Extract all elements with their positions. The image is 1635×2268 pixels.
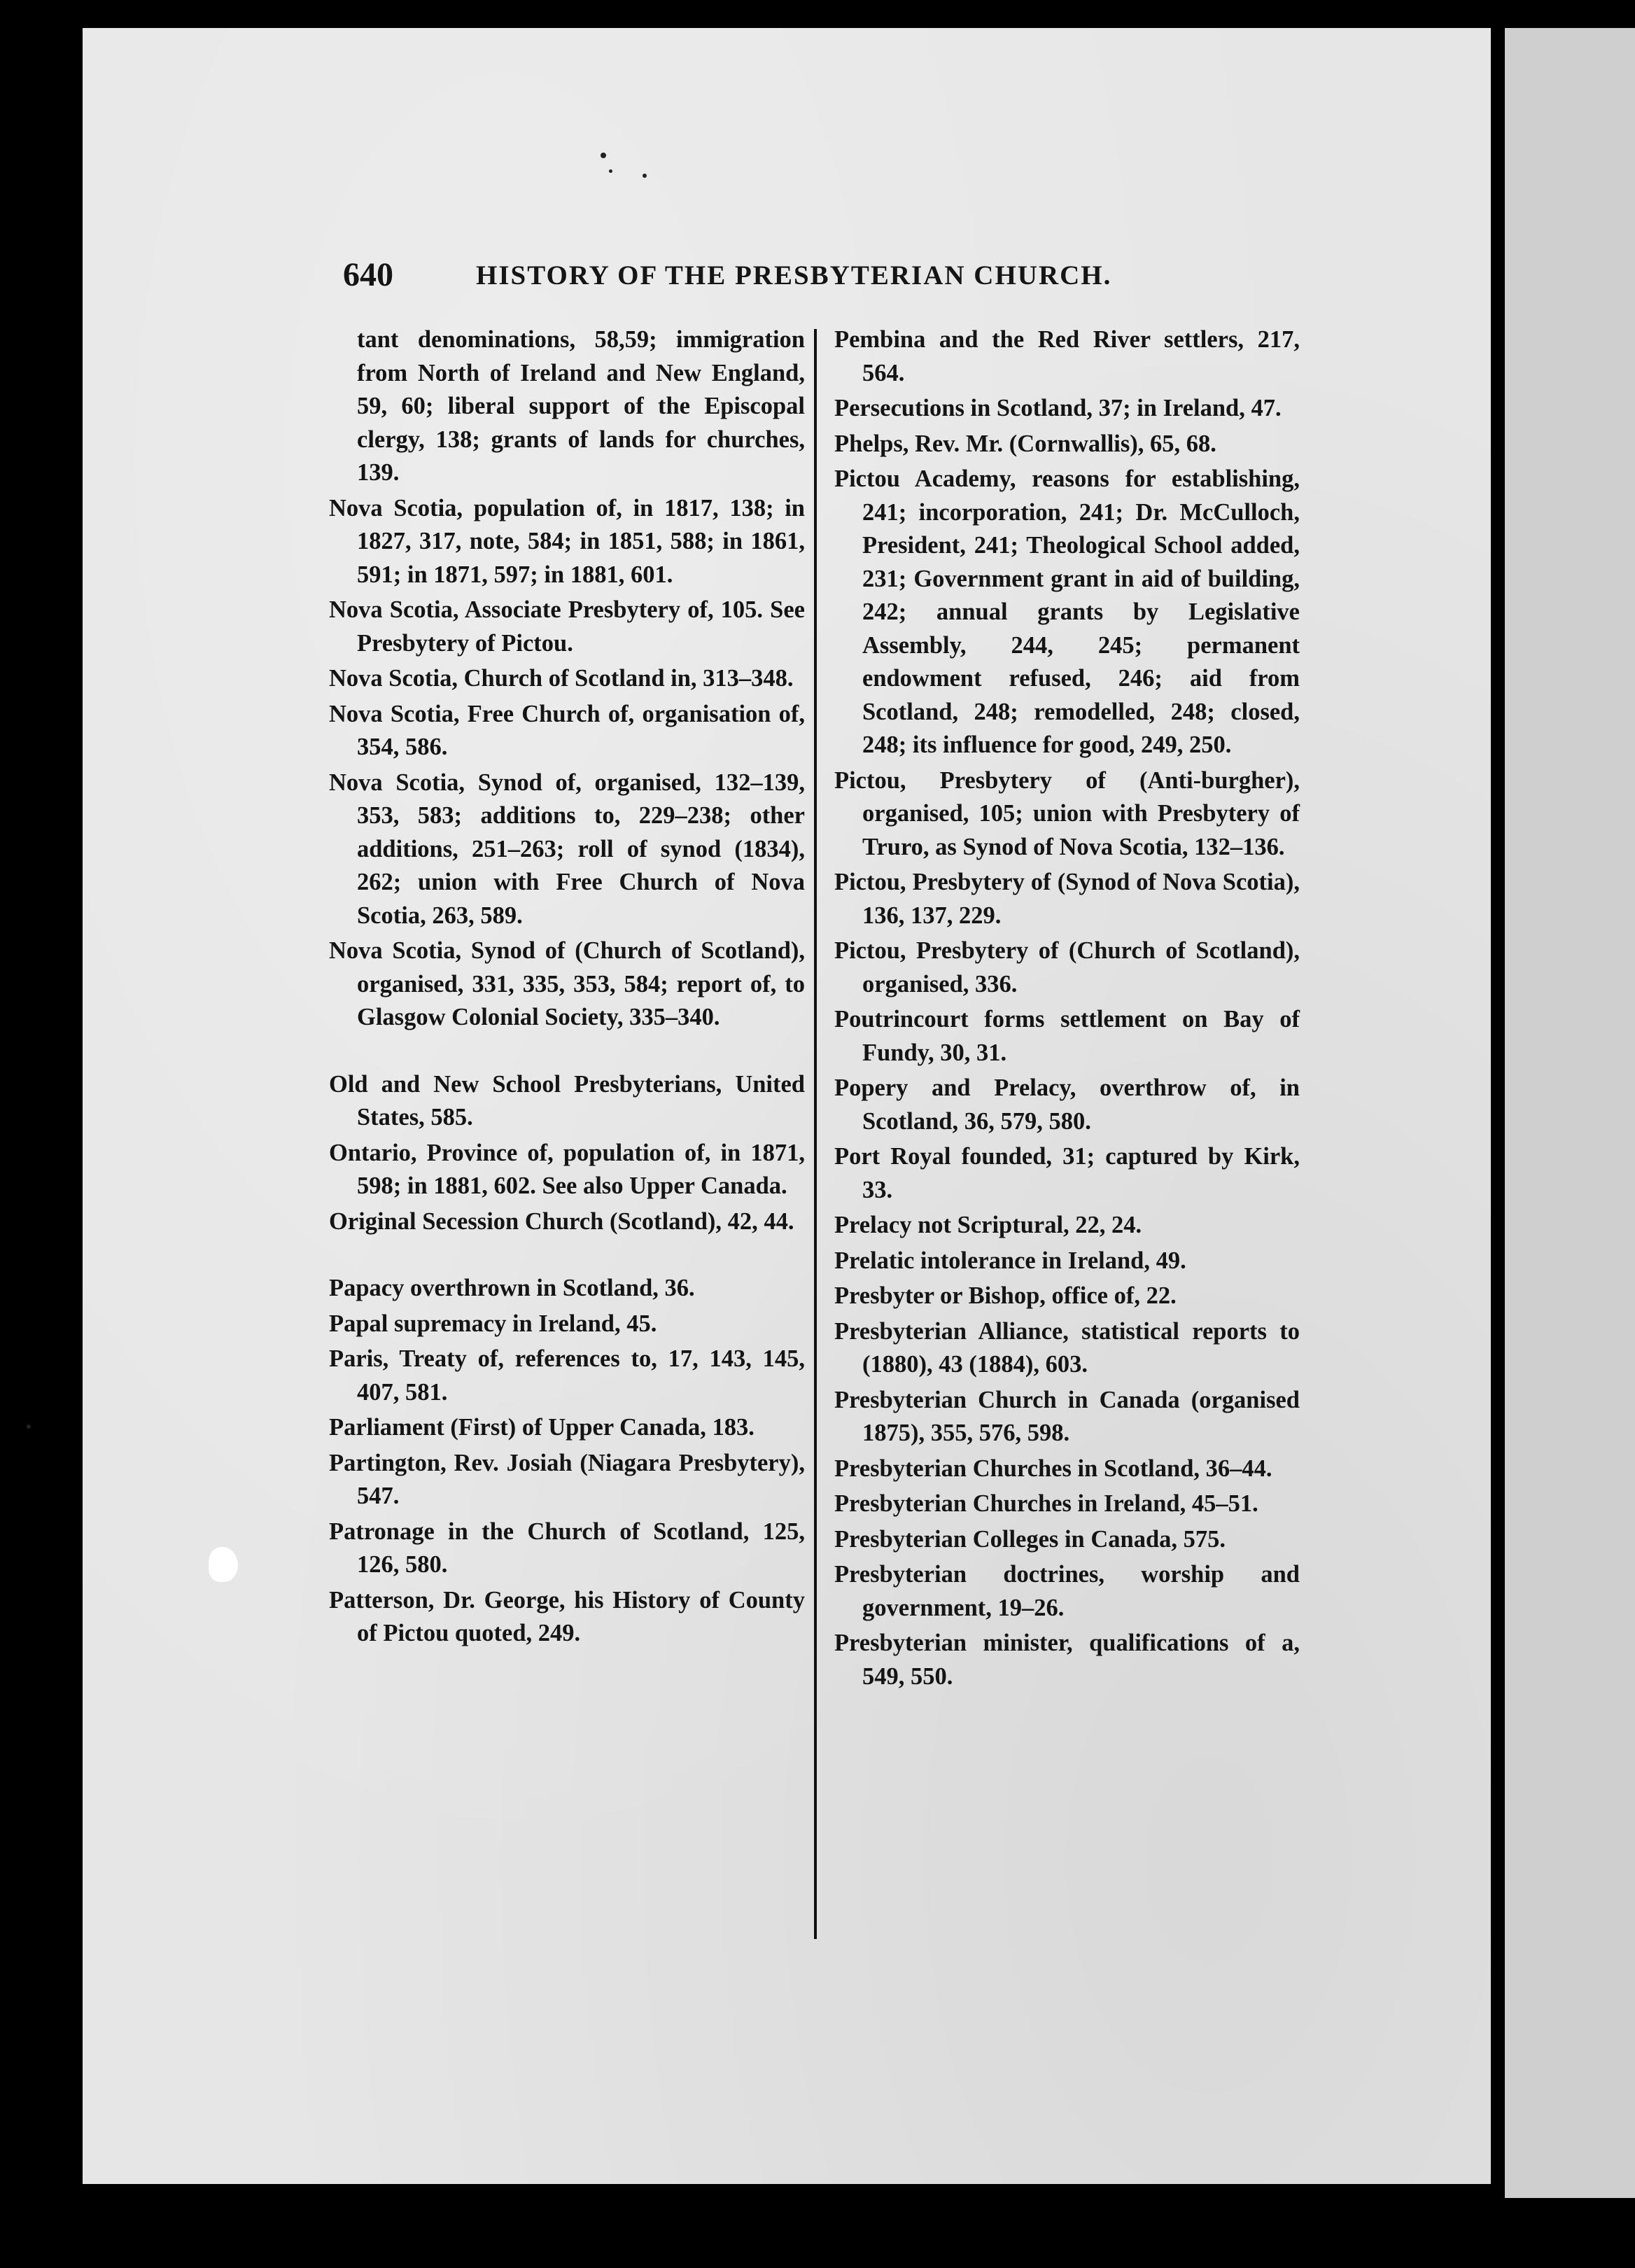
ink-speck [643,174,647,178]
index-entry: Papacy overthrown in Scotland, 36. [329,1275,695,1301]
index-entry: Nova Scotia, Synod of, organised, 132–139, 353, 583; additions to, 229–238; other additions, 251–263; roll of synod (1834), 262; union with Free Church of Nova Scotia, 263, 589. [329,769,805,929]
index-entry: Nova Scotia, population of, in 1817, 138; in 1827, 317, note, 584; in 1851, 588; in 1861, 591; in 1871, 597; in 1881, 601. [329,494,805,588]
index-entry: Original Secession Church (Scotland), 42, 44. [329,1208,794,1235]
index-entry: Nova Scotia, Free Church of, organisation of, 354, 586. [329,700,805,760]
adjacent-page-edge [1505,28,1635,2198]
index-entry: Patronage in the Church of Scotland, 125, 126, 580. [329,1518,805,1578]
ink-speck [601,153,606,158]
index-entry: Nova Scotia, Synod of (Church of Scotland), organised, 331, 335, 353, 584; report of, to Glasgow Colonial Society, 335–340. [329,937,805,1030]
index-entry: Partington, Rev. Josiah (Niagara Presbytery), 547. [329,1449,805,1509]
index-entry: Pembina and the Red River settlers, 217, 564. [834,326,1300,386]
index-entry: Old and New School Presbyterians, United States, 585. [329,1070,805,1130]
index-entry: Nova Scotia, Associate Presbytery of, 105. See Presbytery of Pictou. [329,596,805,657]
index-entry: Presbyterian Church in Canada (organised 1875), 355, 576, 598. [834,1386,1300,1446]
ink-speck [609,169,612,173]
index-entry: Pictou Academy, reasons for establishing, 241; incorporation, 241; Dr. McCulloch, President, 241; Theological School added, 231; Government grant in aid of building, 242; annual grants by Legislative Assembly, 244, 245; permanent endowment refused, 246; aid from Scotland, 248; remodelled, 248; closed, 248; its influence for good, 249, 250. [834,465,1300,758]
index-entry: Pictou, Presbytery of (Synod of Nova Scotia), 136, 137, 229. [834,869,1300,929]
index-column-right [834,323,1300,1695]
index-entry: Prelatic intolerance in Ireland, 49. [834,1247,1186,1274]
page-gutter [1491,28,1505,2198]
index-entry: Poutrincourt forms settlement on Bay of Fundy, 30, 31. [834,1006,1300,1066]
index-entry: Pictou, Presbytery of (Church of Scotland), organised, 336. [834,937,1300,997]
index-entry: Presbyterian Churches in Ireland, 45–51. [834,1490,1258,1517]
index-entry: Presbyterian doctrines, worship and government, 19–26. [834,1561,1300,1621]
page-header [343,255,1183,298]
column-divider [814,329,817,1939]
index-entry: Phelps, Rev. Mr. (Cornwallis), 65, 68. [834,430,1216,457]
page-number: 640 [343,256,393,293]
index-entry: Presbyterian minister, qualifications of a, 549, 550. [834,1630,1300,1690]
index-entry: Presbyterian Churches in Scotland, 36–44. [834,1455,1272,1482]
index-entry: Pictou, Presbytery of (Anti-burgher), organised, 105; union with Presbytery of Truro, as Synod of Nova Scotia, 132–136. [834,766,1300,860]
index-entry: Prelacy not Scriptural, 22, 24. [834,1212,1142,1238]
index-entry: Presbyter or Bishop, office of, 22. [834,1282,1177,1309]
index-entry: Parliament (First) of Upper Canada, 183. [329,1414,755,1441]
index-entry: Popery and Prelacy, overthrow of, in Scotland, 36, 579, 580. [834,1074,1300,1135]
index-entry: Port Royal founded, 31; captured by Kirk, 33. [834,1143,1300,1203]
index-column-left [329,323,805,1653]
index-entry: tant denominations, 58,59; immigration from North of Ireland and New England, 59, 60; liberal support of the Episcopal clergy, 138; grants of lands for churches, 139. [357,326,805,486]
index-entry: Nova Scotia, Church of Scotland in, 313–348. [329,665,794,692]
index-entry: Paris, Treaty of, references to, 17, 143, 145, 407, 581. [329,1345,805,1406]
running-title: HISTORY OF THE PRESBYTERIAN CHURCH. [476,260,1112,290]
index-entry: Papal supremacy in Ireland, 45. [329,1310,657,1337]
index-entry: Presbyterian Colleges in Canada, 575. [834,1525,1226,1553]
index-entry: Ontario, Province of, population of, in 1871, 598; in 1881, 602. See also Upper Canada. [329,1139,805,1199]
index-entry: Presbyterian Alliance, statistical reports to (1880), 43 (1884), 603. [834,1317,1300,1378]
index-entry: Patterson, Dr. George, his History of County of Pictou quoted, 249. [329,1586,805,1646]
ink-speck [27,1424,31,1429]
paper-blot [209,1547,238,1582]
index-entry: Persecutions in Scotland, 37; in Ireland, 47. [834,395,1282,421]
